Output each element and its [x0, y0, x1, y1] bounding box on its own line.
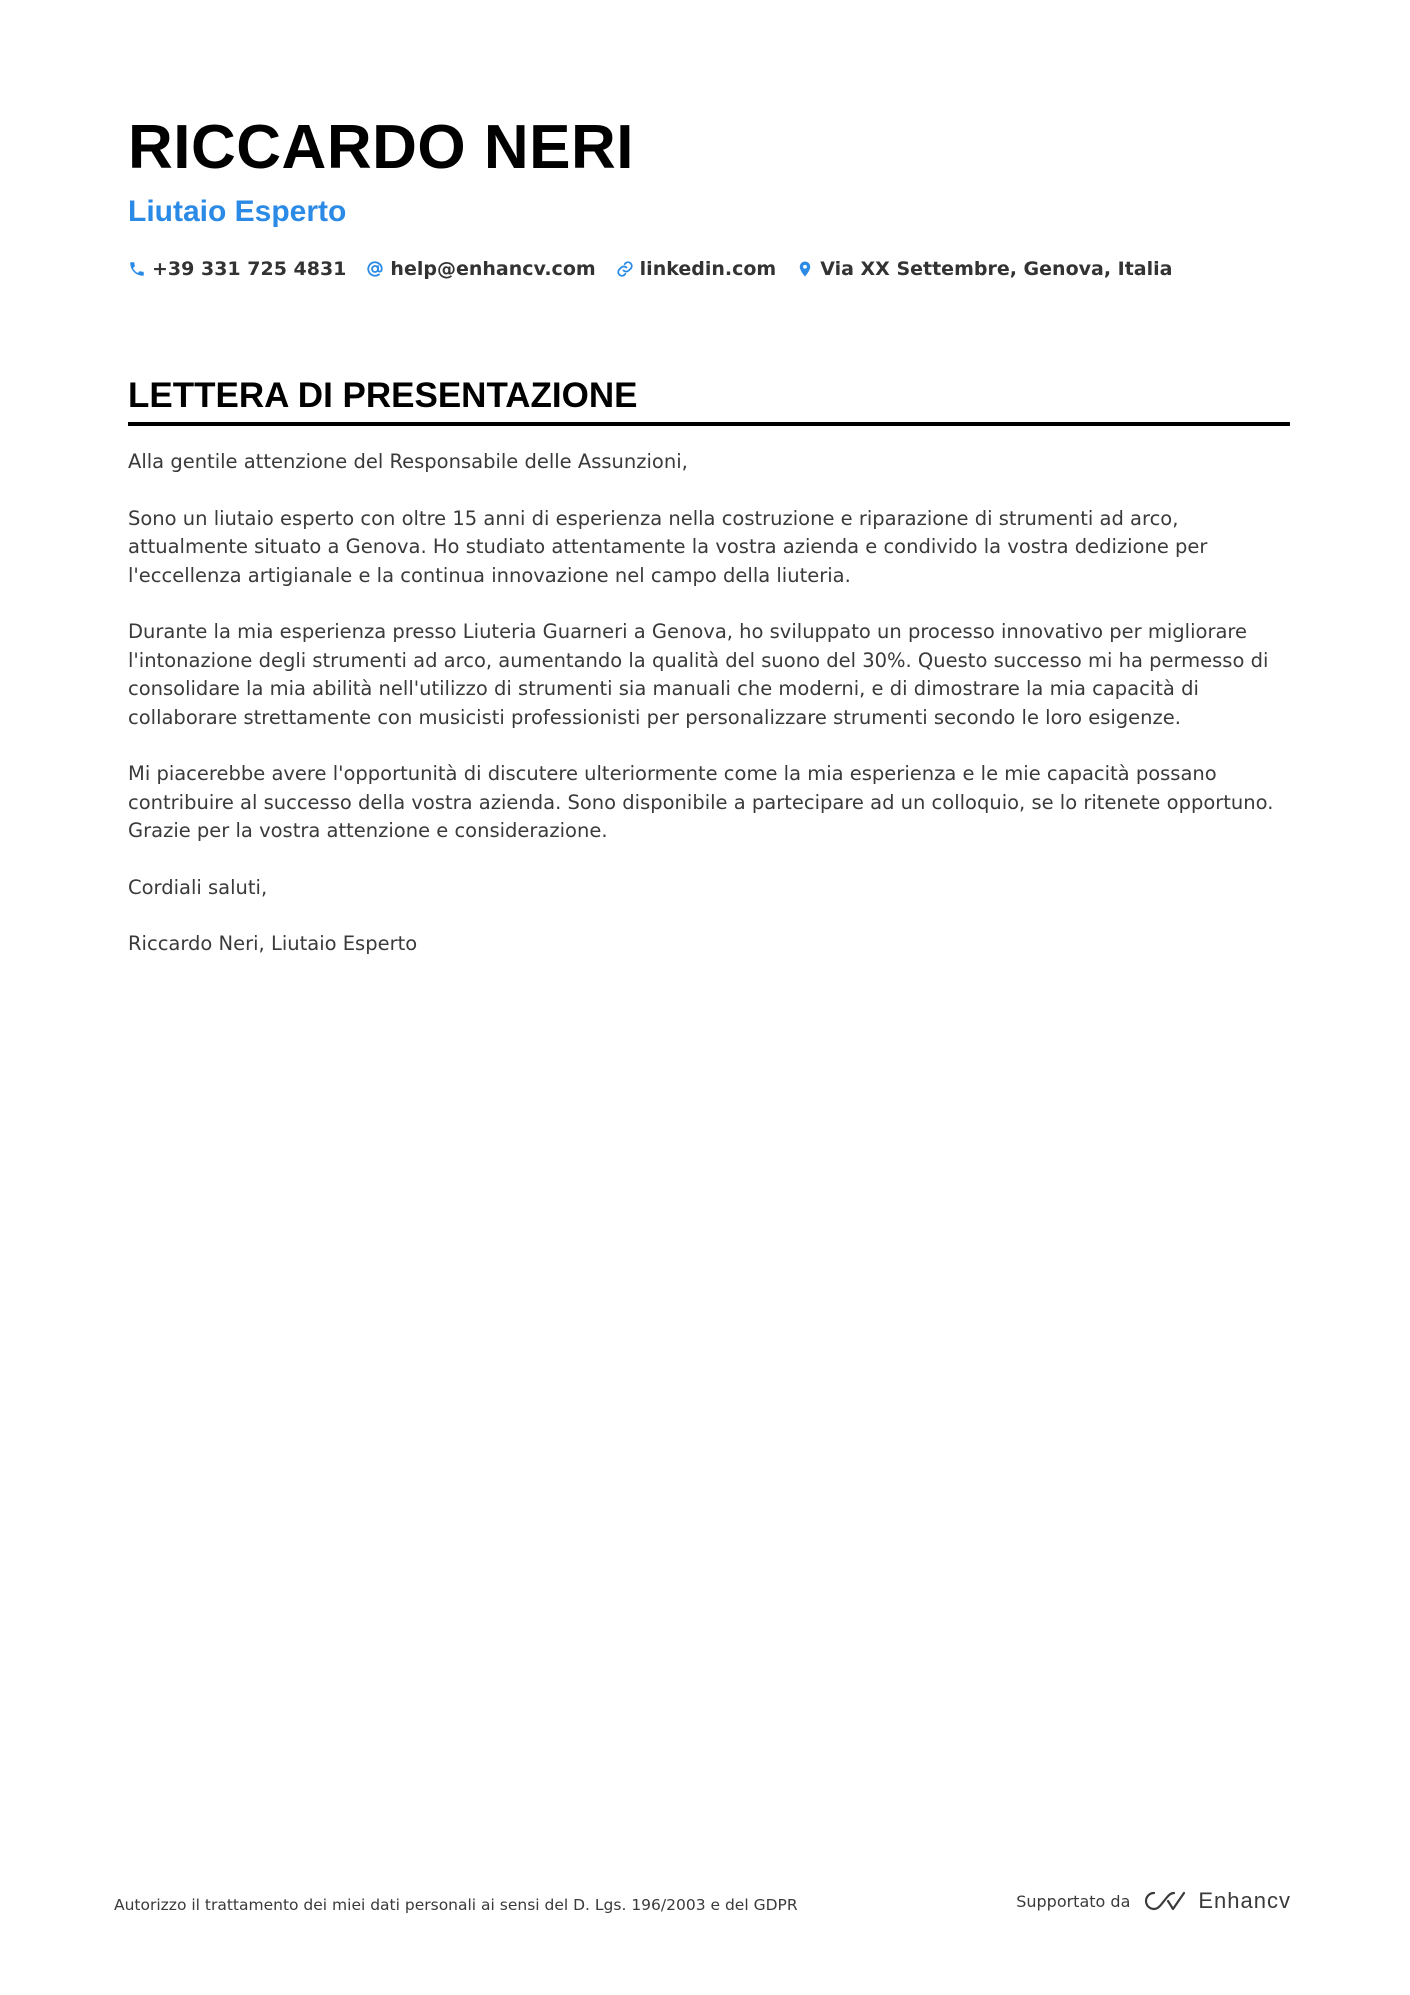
contact-email-text: help@enhancv.com [390, 258, 596, 280]
footer-consent: Autorizzo il trattamento dei miei dati personali ai sensi del D. Lgs. 196/2003 e del GDPR [114, 1896, 798, 1914]
contact-phone-text: +39 331 725 4831 [152, 258, 347, 280]
location-pin-icon [796, 260, 814, 278]
at-icon [366, 260, 384, 278]
section-divider [128, 422, 1290, 426]
letter-signature: Riccardo Neri, Liutaio Esperto [128, 932, 418, 955]
powered-by-label: Supportato da [1016, 1891, 1131, 1911]
letter-paragraph: Mi piacerebbe avere l'opportunità di discutere ulteriormente come la mia esperienza e le mie capacità possano contribuire al successo della vostra azienda. Sono disponibile a partecipare ad un colloquio, se lo ritenete opportuno. Grazie per la vostra attenzione e considerazione. [128, 762, 1274, 842]
link-icon [616, 260, 634, 278]
cover-letter-page [128, 108, 1290, 987]
letter-paragraph: Sono un liutaio esperto con oltre 15 anni di esperienza nella costruzione e riparazione di strumenti ad arco, attualmente situato a Genova. Ho studiato attentamente la vostra azienda e condivido la vostra dedizione per l'eccellenza artigianale e la continua innovazione nel campo della liuteria. [128, 506, 1208, 587]
section-title: LETTERA DI PRESENTAZIONE [128, 376, 638, 415]
contact-email[interactable] [366, 258, 595, 280]
candidate-name: RICCARDO NERI [128, 113, 634, 182]
letter-paragraph: Durante la mia esperienza presso Liuteria Guarneri a Genova, ho sviluppato un processo innovativo per migliorare l'intonazione degli strumenti ad arco, aumentando la qualità del suono del 30%. Questo successo mi ha permesso di consolidare la mia abilità nell'utilizzo di strumenti sia manuali che moderni, e di dimostrare la mia capacità di collaborare strettamente con musicisti professionisti per personalizzare strumenti secondo le loro esigenze. [128, 620, 1269, 729]
letter-salutation: Alla gentile attenzione del Responsabile delle Assunzioni, [128, 450, 688, 473]
brand-name: Enhancv [1198, 1888, 1291, 1913]
enhancv-logo-icon [1142, 1889, 1188, 1913]
phone-icon [128, 260, 146, 278]
letter-body [128, 448, 1290, 959]
contact-linkedin-text: linkedin.com [639, 258, 777, 280]
contact-location-text: Via XX Settembre, Genova, Italia [820, 258, 1173, 280]
footer-branding[interactable] [1016, 1888, 1291, 1914]
contact-location [796, 258, 1172, 280]
contact-bar [128, 258, 1290, 280]
letter-closing: Cordiali saluti, [128, 875, 268, 899]
contact-phone[interactable] [128, 258, 346, 280]
contact-linkedin[interactable] [616, 258, 777, 280]
candidate-role: Liutaio Esperto [128, 195, 347, 228]
